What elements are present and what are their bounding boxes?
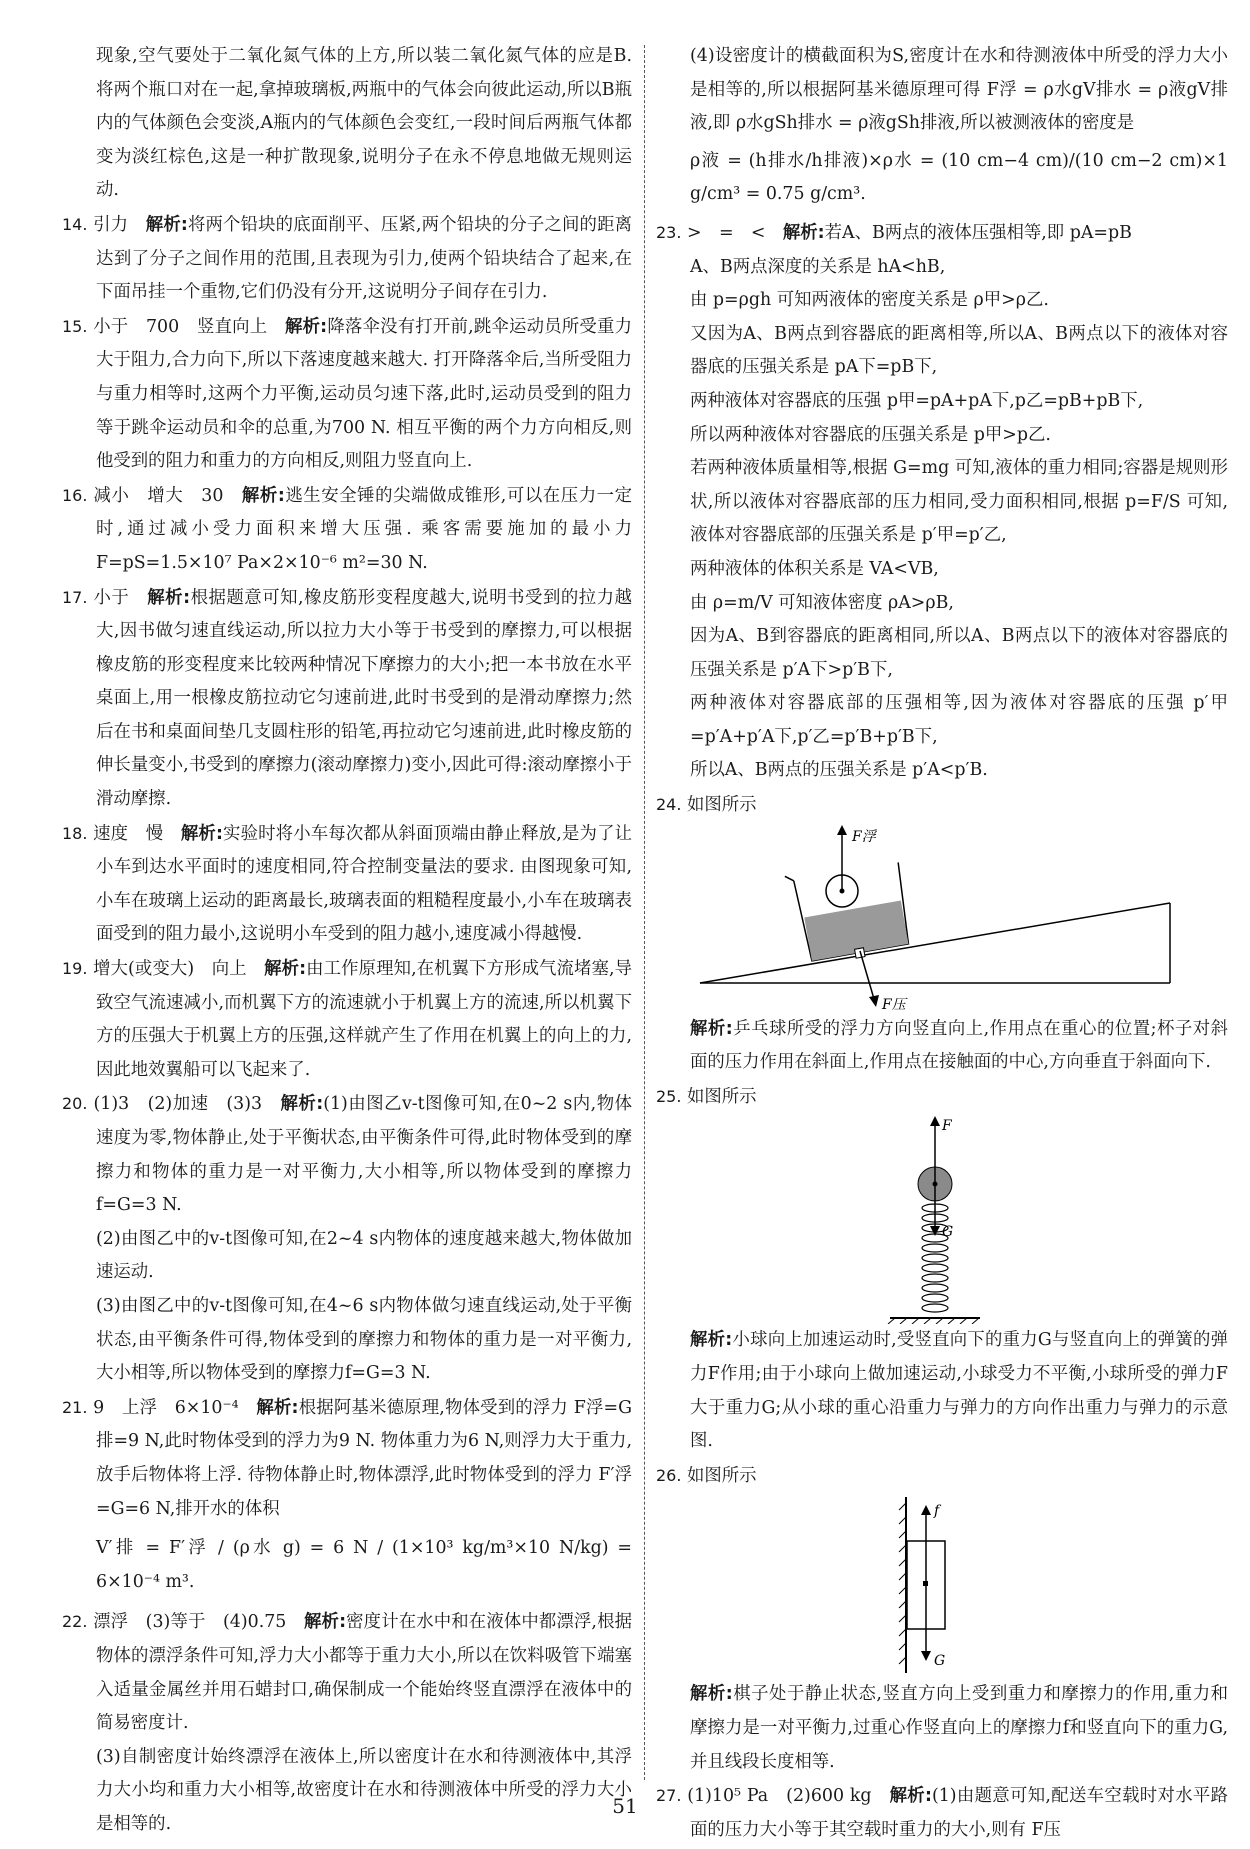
analysis-label: 解析: (690, 1684, 733, 1705)
formula: ρ液 = (h排水/h排液)×ρ水 = (10 cm−4 cm)/(10 cm−2 cm)×1 g/cm³ = 0.75 g/cm³. (690, 150, 1228, 205)
question-number: 26. (656, 1465, 682, 1485)
answer-26 (656, 1459, 1228, 1494)
analysis-text: 逃生安全锤的尖端做成锥形,可以在压力一定时,通过减小受力面积来增大压强. 乘客需要施加的最小力 F=pS=1.5×10⁷ Pa×2×10⁻⁶ m²=30 N. (96, 485, 632, 573)
formula: V′排 = F′浮 / (ρ水 g) = 6 N / (1×10³ kg/m³×10 N/kg) = 6×10⁻⁴ m³. (96, 1538, 632, 1592)
analysis-text: 实验时将小车每次都从斜面顶端由静止释放,是为了让小车到达水平面时的速度相同,符合控制变量法的要求. 由图现象可知,小车在玻璃上运动的距离最长,玻璃表面的粗糙程度最小,小车在玻璃表面受到的阻力最小,这说明小车受到的阻力越小,速度减小得越慢. (96, 823, 632, 945)
cup (785, 856, 913, 967)
answer-text: 增大(或变大) 向上 (93, 959, 247, 980)
pressure-arrow (860, 951, 874, 999)
analysis-label: 解析: (241, 485, 285, 506)
answer-text: 小于 700 竖直向上 (93, 316, 268, 337)
analysis-line: 因为A、B到容器底的距离相同,所以A、B两点以下的液体对容器底的压强关系是 p′A下>p′B下, (690, 626, 1228, 680)
friction-label: f (934, 1503, 940, 1520)
answer-15 (62, 310, 632, 479)
analysis-text: (1)由图乙v-t图像可知,在0~2 s内,物体速度为零,物体静止,处于平衡状态,由平衡条件可得,此时物体受到的摩擦力和物体的重力是一对平衡力,大小相等,所以物体受到的摩擦力 f=G=3 N. (96, 1094, 632, 1216)
spring-ball-diagram (690, 1114, 1210, 1324)
incline-cup-diagram (690, 823, 1210, 1013)
analysis-label: 解析: (782, 222, 825, 243)
analysis-line: 由 ρ=m/V 可知液体密度 ρA>ρB, (690, 592, 954, 613)
analysis-line: 两种液体对容器底部的压强相等,因为液体对容器底的压强 p′甲=p′A+p′A下,p′乙=p′B+p′B下, (690, 693, 1228, 747)
answer-20 (62, 1087, 632, 1222)
analysis-label: 解析: (147, 587, 191, 608)
answer-text: > = < (686, 222, 766, 243)
answer-21 (62, 1391, 632, 1526)
question-number: 20. (62, 1094, 88, 1114)
answer-25-analysis (656, 1324, 1228, 1458)
analysis-text: 小球向上加速运动时,受竖直向下的重力G与竖直向上的弹簧的弹力F作用;由于小球向上做加速运动,小球受力不平衡,小球所受的弹力F大于重力G;从小球的重心沿重力与弹力的方向作出重力与弹力的示意图. (690, 1330, 1228, 1452)
answer-text: (1)10⁵ Pa (2)600 kg (687, 1786, 872, 1807)
question-number: 17. (62, 587, 88, 607)
q22-part4: (4)设密度计的横截面积为S,密度计在水和待测液体中所受的浮力大小是相等的,所以根据阿基米德原理可得 F浮 = ρ水gV排水 = ρ液gV排液,即 ρ水gSh排水 = ρ液gSh排液,所以被测液体的密度是 (690, 46, 1228, 134)
analysis-text: 降落伞没有打开前,跳伞运动员所受重力大于阻力,合力向下,所以下落速度越来越大. 打开降落伞后,当所受阻力与重力相等时,这两个力平衡,运动员匀速下落,此时,运动员受到的阻力等于跳伞运动员和伞的总重,为700 N. 相互平衡的两个力方向相反,则他受到的阻力和重力的方向相反,则阻力竖直向上. (96, 316, 632, 472)
answer-text: 如图所示 (686, 795, 757, 816)
analysis-line: 所以A、B两点的压强关系是 p′A<p′B. (690, 760, 988, 781)
question-number: 16. (62, 485, 88, 505)
analysis-label: 解析: (180, 823, 223, 844)
question-number: 19. (62, 959, 88, 979)
pressure-label: F压 (882, 996, 906, 1013)
question-number: 18. (62, 823, 88, 843)
answer-text: 减小 增大 30 (93, 485, 224, 506)
analysis-line: 两种液体对容器底的压强 p甲=pA+pA下,p乙=pB+pB下, (690, 390, 1144, 411)
answer-25 (656, 1080, 1228, 1115)
analysis-text: 若A、B两点的液体压强相等,即 pA=pB (824, 222, 1132, 243)
analysis-label: 解析: (256, 1397, 299, 1418)
page-number: 51 (612, 1794, 638, 1818)
answer-text: 小于 (93, 587, 130, 608)
analysis-label: 解析: (284, 316, 328, 337)
answer-text: 引力 (93, 214, 129, 235)
question-number: 14. (62, 214, 88, 234)
analysis-text: 根据题意可知,橡皮筋形变程度越大,说明书受到的拉力越大,因书做匀速直线运动,所以拉力大小等于书受到的摩擦力,可以根据橡皮筋的形变程度来比较两种情况下摩擦力的大小;把一本书放在水平桌面上,用一根橡皮筋拉动它匀速前进,此时书受到的是滑动摩擦力;然后在书和桌面间垫几支圆柱形的铅笔,再拉动它匀速前进,此时橡皮筋的伸长量变小,书受到的摩擦力(滚动摩擦力)变小,因此可得:滚动摩擦小于滑动摩擦. (96, 587, 632, 810)
analysis-line: 两种液体的体积关系是 VA<VB, (690, 558, 939, 579)
analysis-label: 解析: (145, 214, 188, 235)
question-number: 15. (62, 316, 88, 336)
answer-17 (62, 581, 632, 817)
analysis-text: 由工作原理知,在机翼下方形成气流堵塞,导致空气流速减小,而机翼下方的流速就小于机翼上方的流速,所以机翼下方的压强大于机翼上方的压强,这样就产生了作用在机翼上的向上的力,因此地效翼船可以飞起来了. (96, 959, 632, 1080)
analysis-text: 乒乓球所受的浮力方向竖直向上,作用点在重心的位置;杯子对斜面的压力作用在斜面上,作用点在接触面的中心,方向垂直于斜面向下. (690, 1018, 1228, 1073)
incline-line (700, 903, 1170, 983)
figure-25 (690, 1114, 1228, 1324)
column-divider (644, 45, 645, 1780)
answer-text: 如图所示 (686, 1465, 757, 1486)
answer-18 (62, 817, 632, 952)
analysis-line: 若两种液体质量相等,根据 G=mg 可知,液体的重力相同;容器是规则形状,所以液体对容器底部的压力相同,受力面积相同,根据 p=F/S 可知,液体对容器底部的压强关系是 p′甲=p′乙, (690, 458, 1228, 546)
analysis-label: 解析: (304, 1612, 347, 1633)
analysis-line: A、B两点深度的关系是 hA<hB, (690, 256, 946, 277)
answer-text: 9 上浮 6×10⁻⁴ (93, 1397, 239, 1418)
question-number: 24. (656, 795, 682, 815)
answer-text: (1)3 (2)加速 (3)3 (93, 1094, 263, 1115)
analysis-line: 所以两种液体对容器底的压强关系是 p甲>p乙. (690, 424, 1051, 445)
figure-24 (690, 823, 1228, 1013)
answer-24-analysis (656, 1013, 1228, 1080)
left-column (62, 40, 632, 1841)
answer-24 (656, 788, 1228, 823)
answer-22 (62, 1605, 632, 1740)
analysis-text: 棋子处于静止状态,竖直方向上受到重力和摩擦力的作用,重力和摩擦力是一对平衡力,过重心作竖直向上的摩擦力f和竖直向下的重力G,并且线段长度相等. (690, 1684, 1228, 1772)
analysis-label: 解析: (690, 1018, 733, 1039)
chess-piece-wall-diagram (690, 1493, 1210, 1678)
question-number: 21. (62, 1397, 88, 1417)
answer-text: 漂浮 (3)等于 (4)0.75 (93, 1612, 287, 1633)
analysis-text: 根据阿基米德原理,物体受到的浮力 F浮=G排=9 N,此时物体受到的浮力为9 N. 物体重力为6 N,则浮力大于重力,放手后物体将上浮. 待物体静止时,物体漂浮,此时物体受到的浮力 F′浮=G=6 N,排开水的体积 (96, 1397, 632, 1519)
analysis-line: 由 p=ρgh 可知两液体的密度关系是 ρ甲>ρ乙. (690, 290, 1049, 311)
analysis-label: 解析: (280, 1094, 324, 1115)
gravity-label: G (934, 1653, 946, 1670)
buoyancy-label: F浮 (852, 828, 876, 845)
question-number: 25. (656, 1086, 682, 1106)
analysis-paragraph: (2)由图乙中的v-t图像可知,在2~4 s内物体的速度越来越大,物体做加速运动. (96, 1228, 632, 1283)
answer-23 (656, 216, 1228, 251)
question-number: 22. (62, 1612, 88, 1632)
figure-26 (690, 1493, 1228, 1678)
answer-16 (62, 479, 632, 581)
analysis-text: (1)由题意可知,配送车空载时对水平路面的压力大小等于其空载时重力的大小,则有 F压 (690, 1786, 1228, 1840)
analysis-label: 解析: (264, 959, 307, 980)
answer-26-analysis (656, 1678, 1228, 1779)
analysis-paragraph: (3)由图乙中的v-t图像可知,在4~6 s内物体做匀速直线运动,处于平衡状态,由平衡条件可得,物体受到的摩擦力和物体的重力是一对平衡力,大小相等,所以物体受到的摩擦力f=G=3 N. (96, 1295, 632, 1384)
analysis-text: 将两个铅块的底面削平、压紧,两个铅块的分子之间的距离达到了分子之间作用的范围,且表现为引力,使两个铅块结合了起来,在下面吊挂一个重物,它们仍没有分开,这说明分子间存在引力. (96, 214, 632, 303)
question-number: 27. (656, 1786, 682, 1806)
analysis-label: 解析: (690, 1330, 733, 1351)
analysis-paragraph: (3)自制密度计始终漂浮在液体上,所以密度计在水和待测液体中,其浮力大小均和重力大小相等,故密度计在水和待测液体中所受的浮力大小是相等的. (96, 1746, 632, 1834)
answer-19 (62, 952, 632, 1087)
analysis-text: 密度计在水中和在液体中都漂浮,根据物体的漂浮条件可知,浮力大小都等于重力大小,所以在饮料吸管下端塞入适量金属丝并用石蜡封口,确保制成一个能始终竖直漂浮在液体中的简易密度计. (96, 1612, 633, 1734)
answer-text: 如图所示 (686, 1086, 757, 1107)
force-f-label: F (942, 1118, 952, 1135)
answer-14 (62, 208, 632, 310)
analysis-label: 解析: (889, 1786, 932, 1807)
question-number: 23. (656, 222, 682, 242)
right-column (656, 40, 1228, 1847)
q13-continuation: 现象,空气要处于二氧化氮气体的上方,所以装二氧化氮气体的应是B. 将两个瓶口对在一起,拿掉玻璃板,两瓶中的气体会向彼此运动,所以B瓶内的气体颜色会变淡,A瓶内的气体颜色会变红,一段时间后两瓶气体都变为淡红棕色,这是一种扩散现象,说明分子在永不停息地做无规则运动. (96, 46, 632, 201)
answer-text: 速度 慢 (93, 823, 164, 844)
force-g-label: G (942, 1224, 954, 1241)
analysis-line: 又因为A、B两点到容器底的距离相等,所以A、B两点以下的液体对容器底的压强关系是 pA下=pB下, (690, 323, 1228, 378)
